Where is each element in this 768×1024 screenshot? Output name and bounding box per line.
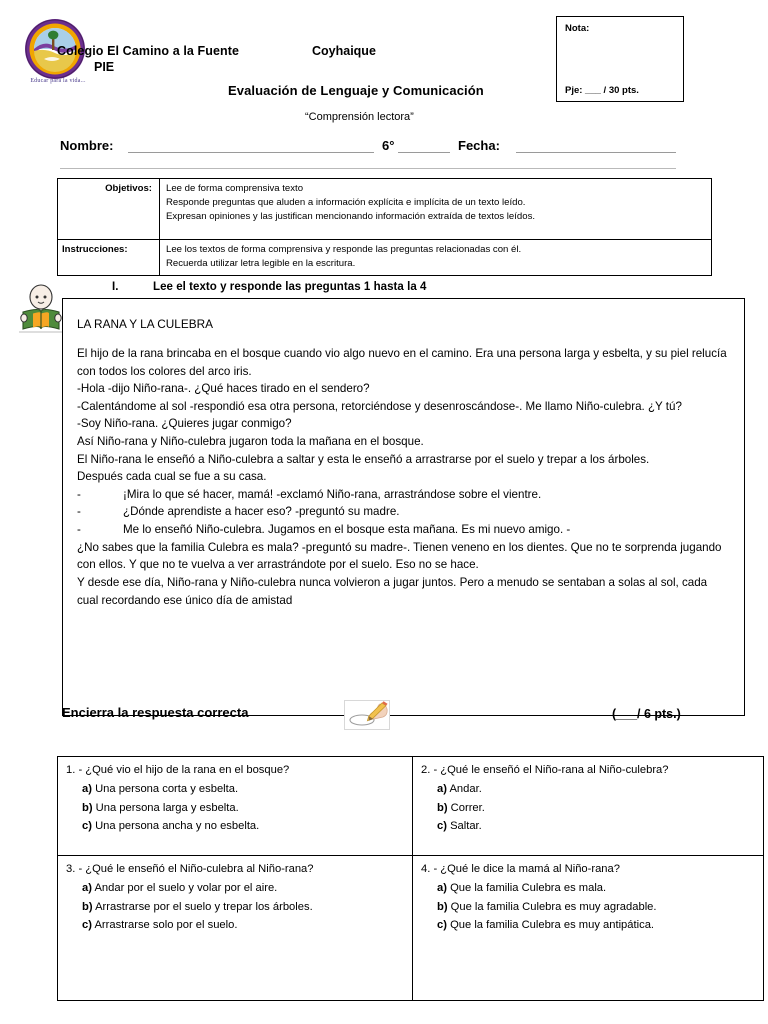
document-header — [0, 0, 768, 170]
fecha-label: Fecha: — [458, 138, 500, 153]
story-paragraph: Y desde ese día, Niño-rana y Niño-culebra nunca volvieron a jugar juntos. Pero a menudo se sentaban a solas al sol, cada cual recordando ese único día de amistad — [77, 575, 708, 607]
pje-label: Pje: ___ / 30 pts. — [565, 85, 639, 96]
instructions-value — [160, 239, 712, 275]
evaluation-subtitle: “Comprensión lectora” — [305, 111, 414, 123]
student-info-row — [0, 136, 768, 160]
city-name: Coyhaique — [312, 44, 376, 58]
dialogue-text: ¡Mira lo que sé hacer, mamá! -exclamó Niño-rana, arrastrándose sobre el vientre. — [123, 487, 542, 501]
story-box — [62, 298, 745, 716]
option-text: Una persona ancha y no esbelta. — [95, 820, 260, 833]
grade-box — [556, 16, 684, 102]
dialogue-dash: - — [77, 523, 81, 537]
question-stem: 3. - ¿Qué le enseñó el Niño-culebra al Niño-rana? — [66, 863, 314, 875]
option-letter: b) — [437, 900, 448, 913]
grade-input-line[interactable] — [398, 152, 450, 153]
objectives-line: Responde preguntas que aluden a información explícita e implícita de un texto leído. — [166, 196, 526, 208]
option-text: Que la familia Culebra es muy antipática. — [450, 919, 655, 932]
option-letter: a) — [82, 881, 92, 894]
objectives-line: Expresan opiniones y las justifican mencionando información extraída de textos leídos. — [166, 210, 536, 222]
story-paragraph: -Calentándome al sol -respondió esa otra persona, retorciéndose y desenroscándose-. Me llamo Niño-culebra. ¿Y tú? — [77, 399, 682, 413]
option-text: Que la familia Culebra es muy agradable. — [450, 900, 657, 913]
objectives-table — [57, 178, 712, 276]
table-row — [58, 856, 764, 1001]
logo-caption: Educar para la vida... — [30, 78, 86, 84]
story-paragraph: Después cada cual se fue a su casa. — [77, 470, 267, 484]
story-paragraph: ¿No sabes que la familia Culebra es mala? -preguntó su madre-. Tienen veneno en los dientes. Que no te sorprenda jugando con ellos. Y que no te vuelva a ver arrastrándote por el suelo. Eso no se hace. — [77, 540, 722, 572]
story-dialogue-line — [77, 486, 730, 504]
instructions-key: Instrucciones: — [58, 239, 160, 275]
grade-label: 6° — [382, 138, 395, 153]
option-letter: a) — [437, 782, 447, 795]
objectives-key: Objetivos: — [58, 179, 160, 240]
option-item[interactable] — [421, 781, 755, 798]
nombre-label: Nombre: — [60, 138, 114, 153]
pie-label: PIE — [94, 60, 115, 74]
points-label: (___/ 6 pts.) — [612, 707, 681, 721]
questions-table — [57, 756, 764, 1001]
nota-label: Nota: — [565, 23, 590, 34]
story-dialogue-line — [77, 521, 730, 539]
option-item[interactable] — [421, 880, 755, 897]
instructions-line: Recuerda utilizar letra legible en la escritura. — [166, 257, 356, 269]
section-roman-numeral: I. — [112, 281, 119, 293]
story-paragraph: El hijo de la rana brincaba en el bosque cuando vio algo nuevo en el camino. Era una persona larga y esbelta, y su piel relucía con todos los colores del arco iris. — [77, 347, 727, 378]
section-heading: Lee el texto y responde las preguntas 1 hasta la 4 — [153, 281, 427, 293]
option-item[interactable] — [66, 917, 404, 934]
question-options — [421, 781, 755, 835]
objectives-spacer — [166, 224, 706, 235]
question-cell-4 — [413, 856, 764, 1001]
story-paragraph: El Niño-rana le enseñó a Niño-culebra a saltar y esta le enseñó a arrastrarse por el suelo y trepar a los árboles. — [77, 452, 650, 466]
option-letter: a) — [437, 881, 447, 894]
story-paragraph: -Soy Niño-rana. ¿Quieres jugar conmigo? — [77, 417, 292, 431]
option-text: Andar por el suelo y volar por el aire. — [94, 881, 278, 894]
instructions-row — [58, 239, 712, 275]
question-cell-3 — [58, 856, 413, 1001]
instructions-line: Lee los textos de forma comprensiva y responde las preguntas relacionadas con él. — [166, 243, 522, 255]
option-text: Andar. — [449, 782, 482, 795]
child-reading-book-icon — [17, 282, 65, 334]
option-item[interactable] — [421, 899, 755, 916]
hand-writing-pencil-icon — [344, 700, 390, 730]
option-item[interactable] — [66, 818, 404, 835]
option-text: Una persona corta y esbelta. — [95, 782, 239, 795]
nombre-input-line[interactable] — [128, 152, 374, 153]
option-text: Que la familia Culebra es mala. — [450, 881, 607, 894]
school-name: Colegio El Camino a la Fuente — [57, 44, 240, 58]
option-letter: c) — [437, 919, 447, 932]
option-letter: c) — [437, 820, 447, 833]
objectives-value — [160, 179, 712, 240]
option-text: Arrastrarse solo por el suelo. — [94, 919, 238, 932]
story-dialogue-line — [77, 503, 730, 521]
table-row — [58, 757, 764, 856]
option-letter: b) — [437, 801, 448, 814]
fecha-input-line[interactable] — [516, 152, 676, 153]
option-text: Saltar. — [450, 820, 482, 833]
option-item[interactable] — [421, 917, 755, 934]
story-title: LA RANA Y LA CULEBRA — [77, 317, 213, 331]
story-paragraph: Así Niño-rana y Niño-culebra jugaron toda la mañana en el bosque. — [77, 435, 424, 449]
question-options — [66, 781, 404, 835]
dialogue-text: ¿Dónde aprendiste a hacer eso? -preguntó su madre. — [123, 505, 400, 519]
option-item[interactable] — [66, 800, 404, 817]
dialogue-dash: - — [77, 505, 81, 519]
header-divider — [60, 168, 676, 169]
question-options — [421, 880, 755, 934]
option-letter: b) — [82, 900, 93, 913]
question-options — [66, 880, 404, 934]
option-letter: a) — [82, 782, 92, 795]
objectives-line: Lee de forma comprensiva texto — [166, 183, 304, 194]
question-stem: 2. - ¿Qué le enseñó el Niño-rana al Niño-culebra? — [421, 764, 669, 776]
option-item[interactable] — [66, 781, 404, 798]
option-letter: c) — [82, 919, 92, 932]
option-item[interactable] — [421, 800, 755, 817]
answer-instruction-label: Encierra la respuesta correcta — [62, 705, 249, 720]
option-item[interactable] — [421, 818, 755, 835]
question-cell-2 — [413, 757, 764, 856]
question-cell-1 — [58, 757, 413, 856]
option-text: Correr. — [450, 801, 485, 814]
dialogue-dash: - — [77, 487, 81, 501]
dialogue-text: Me lo enseñó Niño-culebra. Jugamos en el bosque esta mañana. Es mi nuevo amigo. - — [123, 523, 571, 537]
option-letter: b) — [82, 801, 93, 814]
question-stem: 4. - ¿Qué le dice la mamá al Niño-rana? — [421, 863, 620, 875]
objectives-row — [58, 179, 712, 240]
evaluation-title: Evaluación de Lenguaje y Comunicación — [228, 83, 484, 98]
option-text: Arrastrarse por el suelo y trepar los árboles. — [95, 900, 313, 913]
story-paragraph: -Hola -dijo Niño-rana-. ¿Qué haces tirado en el sendero? — [77, 382, 370, 396]
option-letter: c) — [82, 820, 92, 833]
option-item[interactable] — [66, 899, 404, 916]
option-text: Una persona larga y esbelta. — [95, 801, 239, 814]
option-item[interactable] — [66, 880, 404, 897]
question-stem: 1. - ¿Qué vio el hijo de la rana en el bosque? — [66, 764, 290, 776]
